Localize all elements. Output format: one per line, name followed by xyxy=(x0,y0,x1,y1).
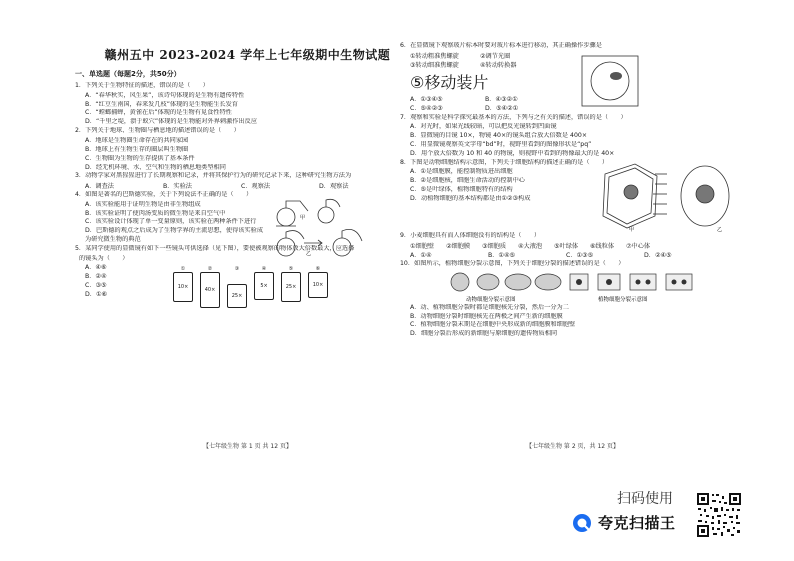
question-5-continued: 的镜头为（ ） xyxy=(79,254,129,262)
q5-option-a: A．④⑥ xyxy=(85,264,107,272)
plant-division-caption: 植物细胞分裂示意图 xyxy=(598,296,648,303)
q6-step-5: ⑤移动装片 xyxy=(410,72,489,92)
question-5: 5．某同学使用的显微镜有如下一些镜头可供选择（见下图），要使被观察的物体放大倍数最大，应选择 xyxy=(75,245,355,253)
q6-step-3: ③转动细准焦螺旋 xyxy=(410,61,459,69)
q6-option-d: D．⑤④②① xyxy=(485,104,519,112)
q5-option-b: B．②④ xyxy=(85,273,107,281)
q8-option-d: D．动植物细胞的基本结构都是由①②③构成 xyxy=(410,195,531,203)
lens-3: ③ 25× xyxy=(227,266,247,308)
q6-option-b: B．④③②① xyxy=(485,95,518,103)
lens-4: ④ 5× xyxy=(254,266,274,308)
q7-option-a: A．对光时，如果光线较暗，可以把反光镜转到凹面镜 xyxy=(410,123,557,131)
q5-option-d: D．①⑥ xyxy=(85,291,108,299)
q4-option-a: A．该实验能用于证明生物是由非生物组成 xyxy=(85,200,201,208)
q8-option-b: B．②是细胞核，细胞生命活动的控制中心 xyxy=(410,177,525,185)
cell-label-b: 乙 xyxy=(717,227,723,233)
q9-item-1: ①细胞壁 xyxy=(410,243,435,250)
q6-step-4: ④转动转换器 xyxy=(480,61,517,69)
q2-option-a: A．地球是生物圈生命存在的共同家园 xyxy=(85,136,189,144)
q1-option-b: B．“红豆生南国，春来发几枝”体现的是生物能生长发育 xyxy=(85,100,238,108)
q7-option-b: B．显微镜的目镜 10×，物镜 40×的镜头组合放大倍数是 400× xyxy=(410,132,588,140)
lens-6: ⑥ 10× xyxy=(308,266,328,308)
q6-option-c: C．⑤④②③ xyxy=(410,104,443,112)
lens-5: ⑤ 25× xyxy=(281,266,301,308)
q9-item-2: ②细胞膜 xyxy=(446,243,471,250)
left-page xyxy=(75,40,420,452)
q7-option-c: C．用显微镜观察英文字母“bd”时，视野里看到的图像形状是“pq” xyxy=(410,141,592,148)
question-4: 4．如图是著名的巴斯德实验，关于下列说法不正确的是（ ） xyxy=(75,191,253,199)
lens-2: ② 40× xyxy=(200,266,220,308)
q8-option-c: C．⑤是叶绿体，植物细胞特有的结构 xyxy=(410,186,513,194)
q8-option-a: A．①是细胞膜，能控制物质进出细胞 xyxy=(410,168,513,176)
question-8: 8．下图是动物细胞结构示意图，下列关于细胞结构的描述正确的是（ ） xyxy=(400,158,609,166)
q9-item-3: ③细胞质 xyxy=(482,243,507,250)
q4-option-c: C．该实验设计体现了单一变量原则，该实验在两种条件下进行 xyxy=(85,218,257,226)
q6-step-2: ②调节光圈 xyxy=(480,52,511,60)
question-1: 1．下列关于生物特征的描述，错误的是（ ） xyxy=(75,82,209,89)
question-10: 10．如图所示，植物细胞分裂示意图，下列关于细胞分裂的描述错误的是（ ） xyxy=(400,260,625,267)
section-heading: 一、单选题（每题2分，共50分） xyxy=(75,70,181,78)
flask-experiment-diagram xyxy=(270,197,390,263)
question-2: 2．下列关于地球、生物圈与栖息地的描述错误的是（ ） xyxy=(75,127,240,135)
question-6: 6．在显微镜下观察玻片标本时要对玻片标本进行移动，其正确操作步骤是 xyxy=(400,42,602,49)
page-title: 赣州五中 2023-2024 学年上七年级期中生物试题 xyxy=(104,48,391,62)
cell-label-a: 甲 xyxy=(629,227,635,233)
q10-option-c: C．植物细胞分裂末期是在细胞中央形成新的细胞膜和细胞壁 xyxy=(410,321,576,329)
q9-option-a: A．①④ xyxy=(410,252,432,259)
q4-option-d: D．巴斯德的观点之后成为了生物学界的主流思想，使得该实验成为研究微生物的典范 xyxy=(85,227,263,244)
q9-option-d: D．②④⑤ xyxy=(644,252,672,259)
q4-option-b: B．该实验证明了使肉汤变质的微生物是来自空气中 xyxy=(85,209,226,217)
scan-to-use-label: 扫码使用 xyxy=(617,491,673,507)
qr-code-icon xyxy=(696,492,742,538)
quark-logo-icon xyxy=(572,513,592,533)
q10-option-b: B．动物细胞分裂时细胞核先在两极之间产生新的细胞膜 xyxy=(410,312,563,320)
flask-label-a: 甲 xyxy=(300,215,306,222)
question-7: 7．观察和实验是科学探究最基本的方法，下列与之有关的描述，错误的是（ ） xyxy=(400,113,627,121)
cell-division-diagram xyxy=(404,270,744,304)
q9-item-7: ⑦中心体 xyxy=(626,243,651,250)
page-footer: 【七年级生物 第 2 页，共 12 页】 xyxy=(526,443,619,450)
q9-item-4: ④大液泡 xyxy=(518,243,543,250)
lens-1: ① 10× xyxy=(173,266,193,308)
question-9: 9．小麦细胞具有而人体细胞没有的结构是（ ） xyxy=(400,232,541,240)
question-3: 3．动物学家对黑猩猩进行了长期观察和记录，并将其保护行为的研究记录下来，这种研究生物方法为 xyxy=(75,172,352,180)
q3-option-d: D．观察法 xyxy=(319,183,349,191)
q3-option-c: C．观察法 xyxy=(241,183,271,191)
q5-option-c: C．③⑤ xyxy=(85,282,107,290)
q1-option-a: A．“春华秋实，风生果”，该诗句体现的是生物有遗传特性 xyxy=(85,91,245,99)
q2-option-d: D．经无机环境、水、空气和生物的栖息地类型相同 xyxy=(85,163,226,171)
brand-mark xyxy=(572,512,676,533)
lens-row xyxy=(173,266,328,308)
q3-option-b: B．实验法 xyxy=(163,183,192,191)
flask-label-b: 乙 xyxy=(306,251,312,258)
q9-item-5: ⑤叶绿体 xyxy=(554,243,579,250)
q3-option-a: A．调查法 xyxy=(85,183,114,191)
page-footer: 【七年级生物 第 1 页 共 12 页】 xyxy=(203,443,292,450)
q7-option-d: D．用个放大倍数为 10 和 40 的物镜，则视野中看到的物像最大的是 40× xyxy=(410,149,615,157)
q2-option-b: B．地球上有生物生存的圈层叫生物圈 xyxy=(85,145,189,153)
cell-structure-diagram xyxy=(595,160,735,232)
q1-option-c: C．“螳螂捕蝉，黄雀在后”体现的是生物有觅食性特性 xyxy=(85,109,232,117)
right-page xyxy=(400,40,745,452)
q2-option-c: C．生物圈为生物的生存提供了基本条件 xyxy=(85,154,195,162)
animal-division-caption: 动物细胞分裂示意图 xyxy=(466,296,516,303)
brand-name: 夸克扫描王 xyxy=(598,514,676,532)
q9-option-b: B．①④⑤ xyxy=(488,252,516,259)
q10-option-a: A．动、植物细胞分裂时都是细胞核先分裂，然后一分为二 xyxy=(410,303,569,311)
q9-option-c: C．①③⑤ xyxy=(566,252,594,259)
microscope-view-diagram xyxy=(580,54,640,110)
q6-step-1: ①转动粗准焦螺旋 xyxy=(410,52,459,60)
q10-option-d: D．细胞分裂后形成的新细胞与原细胞的遗传物质相同 xyxy=(410,330,558,338)
q1-option-d: D．“千里之堤，溃于蚁穴”体现的是生物能对外界刺激作出反应 xyxy=(85,118,258,126)
q9-item-6: ⑥线粒体 xyxy=(590,243,615,250)
q6-option-a: A．①③④⑤ xyxy=(410,95,443,103)
